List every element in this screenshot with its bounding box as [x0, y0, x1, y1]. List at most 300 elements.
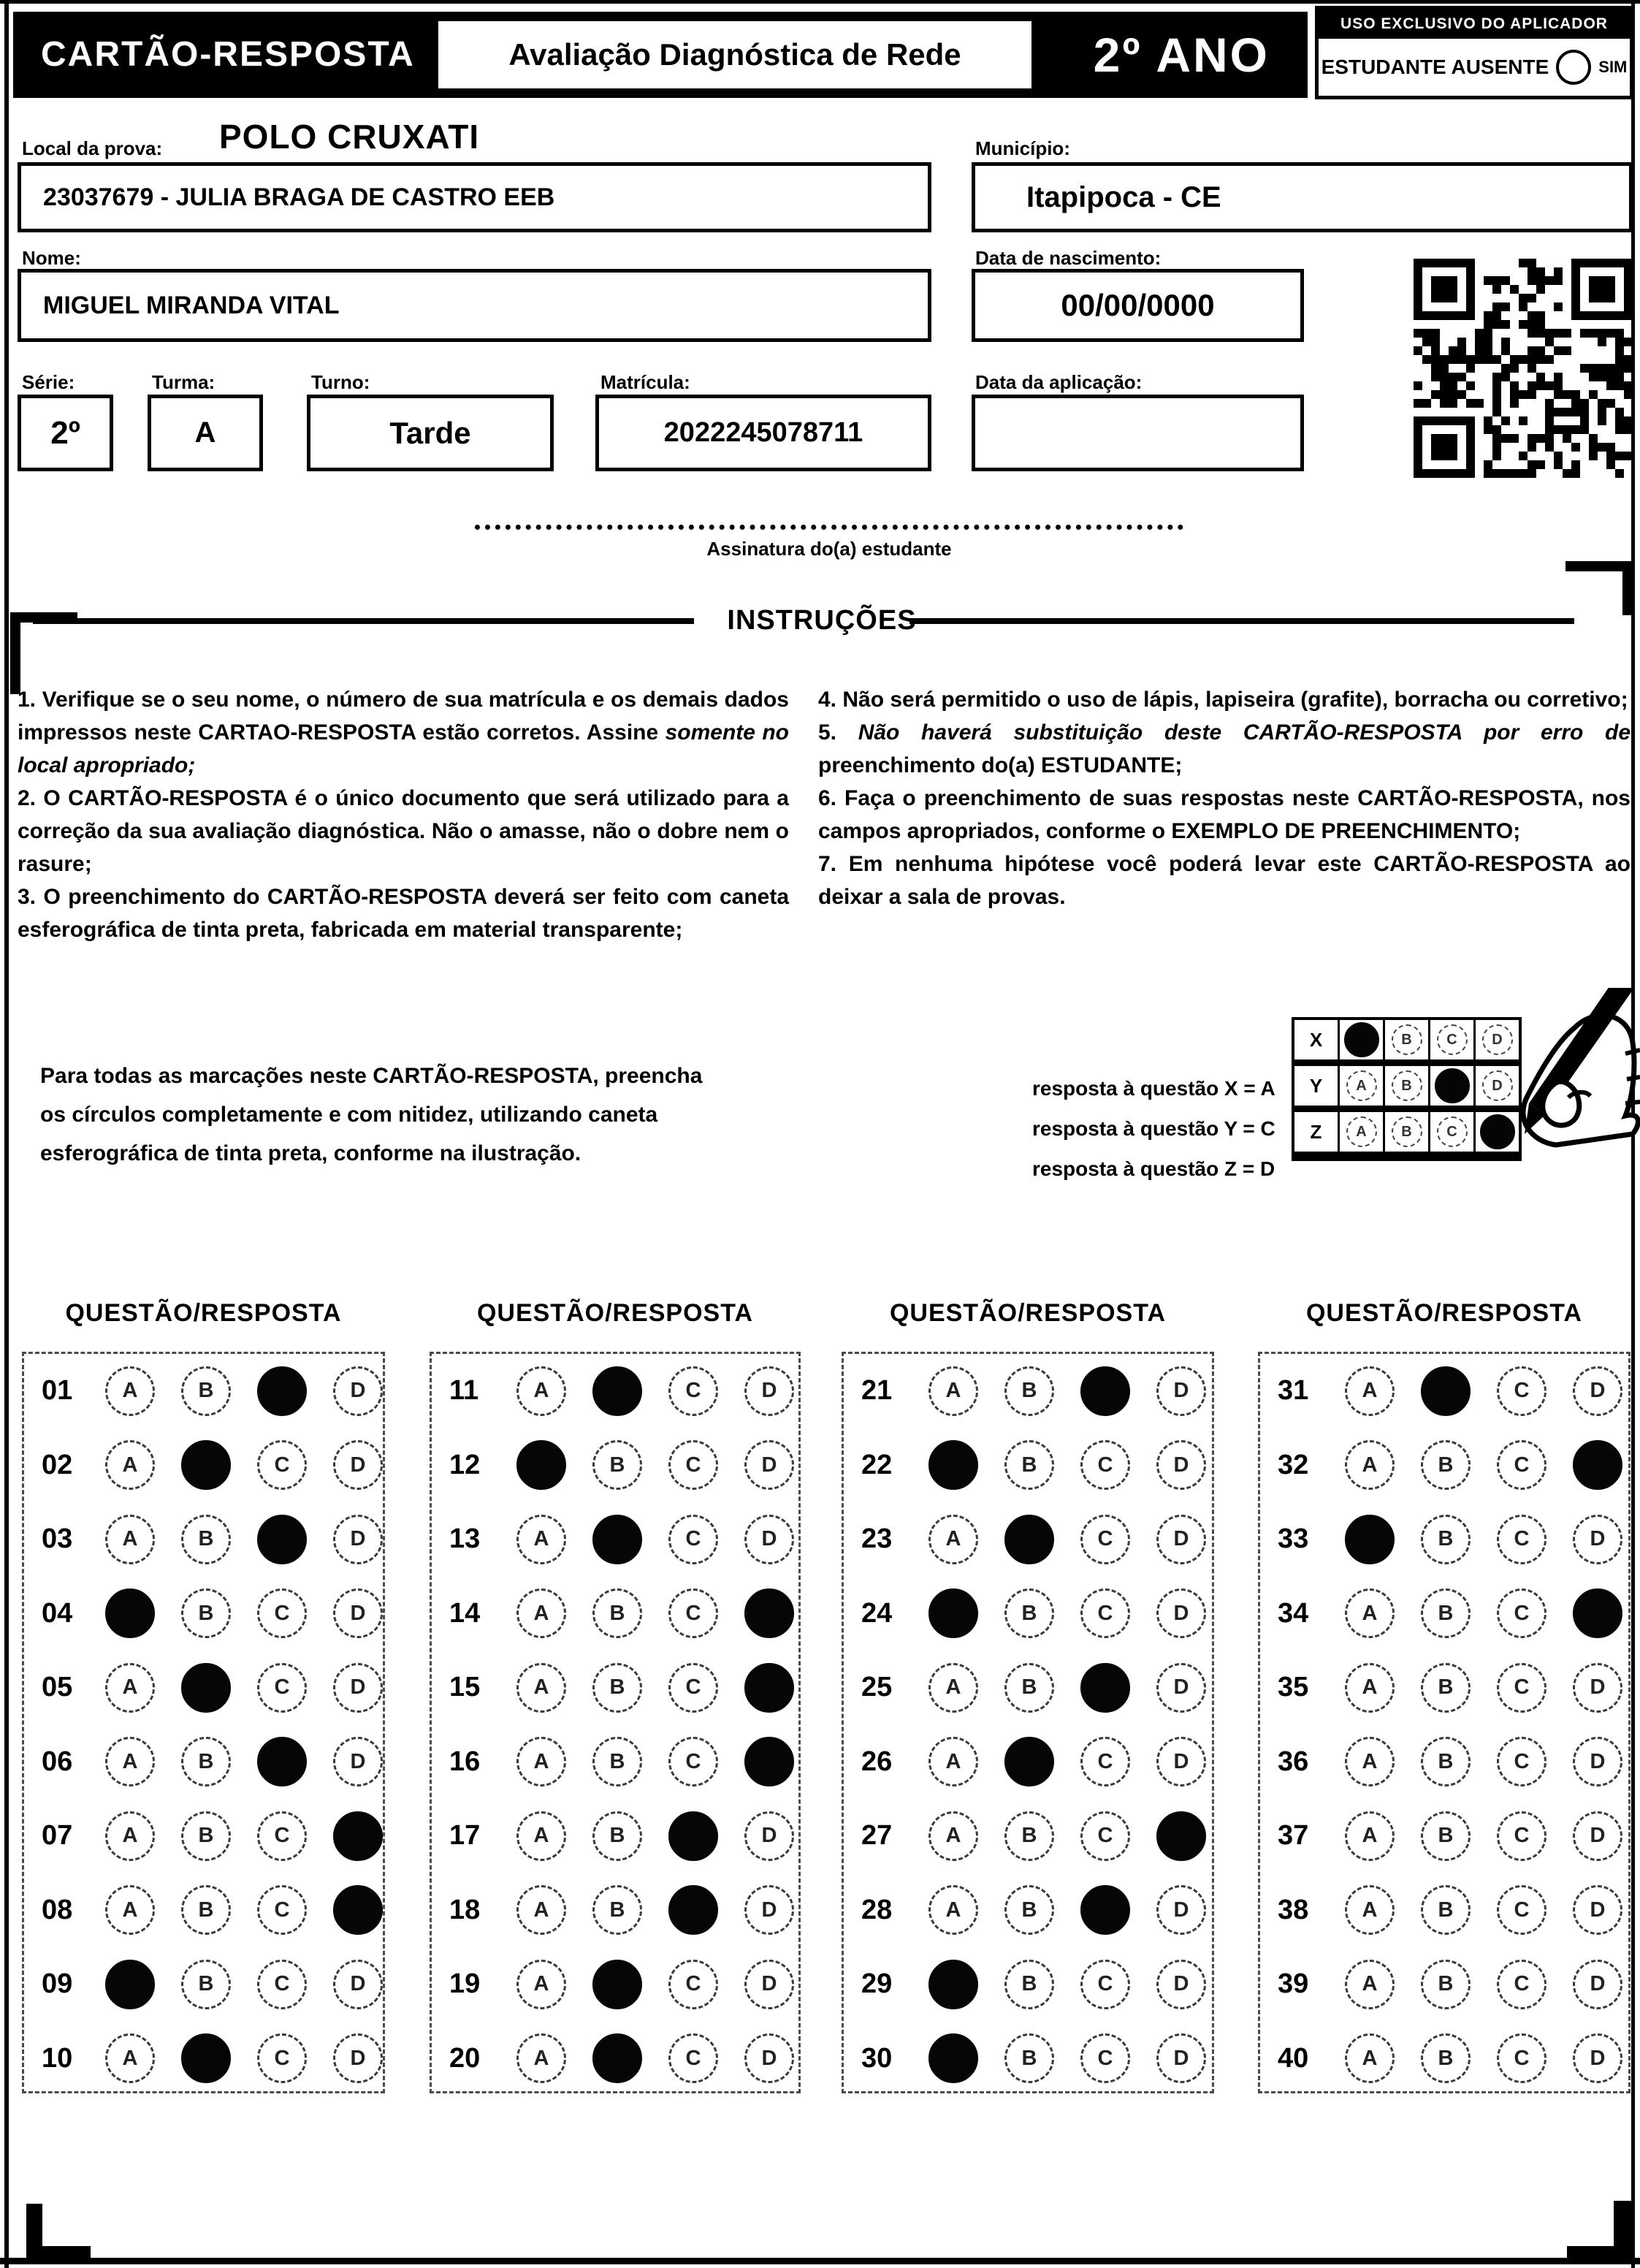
bubble-option-d[interactable]: D	[1573, 1515, 1622, 1564]
bubble-option-d[interactable]: D	[333, 2033, 383, 2083]
bubble-option-a[interactable]: A	[105, 1811, 155, 1861]
bubble-option-d[interactable]: D	[744, 1885, 794, 1935]
instruction-item: 2. O CARTÃO-RESPOSTA é o único documento que será utilizado para a correção da sua avaliação diagnóstica. Não o amasse, não o dobre nem o rasure;	[18, 786, 789, 876]
bubble-option-b[interactable]	[181, 1440, 231, 1490]
bubble-option-b[interactable]: B	[181, 1366, 231, 1416]
bubble-option-b[interactable]: B	[181, 1515, 231, 1564]
bubble-option-a[interactable]: A	[1345, 1588, 1395, 1638]
bubble-option-c[interactable]: C	[257, 1588, 307, 1638]
example-bubble-b: B	[1392, 1024, 1422, 1055]
example-bubble-b: B	[1392, 1116, 1422, 1147]
bubble-option-c[interactable]	[257, 1737, 307, 1786]
bubble-option-c[interactable]: C	[1080, 1737, 1130, 1786]
bubble-option-c[interactable]: C	[257, 1663, 307, 1713]
question-row	[844, 1651, 1212, 1725]
question-number: 20	[449, 2042, 481, 2074]
bubble-option-a[interactable]	[928, 1440, 978, 1490]
header-bar	[13, 12, 1308, 98]
question-row	[844, 1577, 1212, 1651]
bubble-option-c[interactable]: C	[668, 1960, 718, 2009]
bubble-option-b[interactable]: B	[1004, 1663, 1054, 1713]
nascimento-label: Data de nascimento:	[975, 247, 1162, 269]
turma-value: A	[194, 416, 216, 449]
bubble-option-b[interactable]: B	[592, 1737, 642, 1786]
bubble-option-b[interactable]: B	[592, 1811, 642, 1861]
matricula-label: Matrícula:	[600, 371, 690, 393]
question-row	[24, 1428, 383, 1503]
bubble-option-a[interactable]: A	[105, 2033, 155, 2083]
question-row	[432, 1577, 798, 1651]
bubble-option-d[interactable]: D	[744, 1960, 794, 2009]
absent-option-label: SIM	[1598, 58, 1628, 76]
bubble-option-a[interactable]: A	[105, 1440, 155, 1490]
bubble-option-b[interactable]: B	[1421, 2033, 1471, 2083]
bubble-option-d[interactable]	[333, 1885, 383, 1935]
bubble-option-a[interactable]: A	[516, 1366, 566, 1416]
turno-field[interactable]	[307, 395, 554, 471]
answer-column-4	[1258, 1352, 1631, 2093]
local-label: Local da prova:	[22, 137, 163, 159]
turno-value: Tarde	[389, 415, 471, 450]
bubble-option-b[interactable]: B	[1004, 1366, 1054, 1416]
bubble-option-b[interactable]	[592, 1960, 642, 2009]
instruction-item: 5. Não haverá substituição deste CARTÃO-RESPOSTA por erro de preenchimento do(a) ESTUDANTE;	[818, 720, 1631, 777]
question-row	[24, 1873, 383, 1948]
bubble-option-b[interactable]: B	[592, 1663, 642, 1713]
bubble-option-a[interactable]: A	[1345, 1811, 1395, 1861]
bubble-option-b[interactable]: B	[1004, 1588, 1054, 1638]
instructions-title: INSTRUÇÕES	[727, 605, 917, 636]
bubble-option-a[interactable]: A	[105, 1885, 155, 1935]
bubble-option-d[interactable]	[744, 1737, 794, 1786]
bubble-option-d[interactable]: D	[744, 1440, 794, 1490]
bubble-option-c[interactable]: C	[1497, 1960, 1546, 2009]
question-row	[844, 2022, 1212, 2096]
corner-mark-bl-h	[26, 2246, 91, 2258]
bubble-option-a[interactable]	[928, 2033, 978, 2083]
bubble-option-a[interactable]	[105, 1960, 155, 2009]
bubble-option-c[interactable]	[1080, 1885, 1130, 1935]
municipio-field[interactable]	[972, 162, 1633, 232]
bubble-option-a[interactable]: A	[1345, 1960, 1395, 2009]
bubble-option-c[interactable]	[257, 1515, 307, 1564]
bubble-option-b[interactable]	[592, 1366, 642, 1416]
column-header-2: QUESTÃO/RESPOSTA	[476, 1299, 754, 1327]
aplicacao-label: Data da aplicação:	[975, 371, 1143, 393]
bubble-option-c[interactable]: C	[668, 2033, 718, 2083]
bubble-option-c[interactable]: C	[668, 1515, 718, 1564]
bubble-option-b[interactable]: B	[592, 1885, 642, 1935]
bubble-option-b[interactable]	[1421, 1366, 1471, 1416]
nome-label: Nome:	[22, 247, 81, 269]
serie-field[interactable]	[18, 395, 113, 471]
bubble-option-d[interactable]: D	[1156, 1366, 1206, 1416]
bubble-option-b[interactable]: B	[1004, 1960, 1054, 2009]
question-row	[1260, 1354, 1628, 1428]
bubble-option-d[interactable]: D	[744, 1366, 794, 1416]
turma-field[interactable]	[148, 395, 263, 471]
question-row	[844, 1873, 1212, 1948]
question-number: 33	[1278, 1523, 1309, 1555]
bubble-option-d[interactable]: D	[1156, 1737, 1206, 1786]
bubble-option-d[interactable]: D	[744, 2033, 794, 2083]
question-row	[1260, 1725, 1628, 1800]
question-row	[24, 2022, 383, 2096]
question-number: 35	[1278, 1672, 1309, 1703]
bubble-option-b[interactable]: B	[1421, 1440, 1471, 1490]
bubble-option-b[interactable]: B	[1421, 1737, 1471, 1786]
question-row	[432, 2022, 798, 2096]
example-row-label: Y	[1294, 1066, 1338, 1106]
bubble-option-c[interactable]: C	[257, 2033, 307, 2083]
corner-mark-left-v	[10, 612, 20, 694]
bubble-option-d[interactable]: D	[1573, 1366, 1622, 1416]
bubble-option-d[interactable]: D	[1573, 1885, 1622, 1935]
example-row-label: X	[1294, 1020, 1338, 1059]
column-header-4: QUESTÃO/RESPOSTA	[1305, 1299, 1583, 1327]
instruction-item: 6. Faça o preenchimento de suas respostas neste CARTÃO-RESPOSTA, nos campos apropriados, conforme o EXEMPLO DE PREENCHIMENTO;	[818, 786, 1631, 843]
example-cell	[1383, 1112, 1428, 1152]
bubble-option-b[interactable]: B	[181, 1811, 231, 1861]
bubble-option-b[interactable]	[592, 2033, 642, 2083]
question-row	[844, 1799, 1212, 1873]
bubble-option-c[interactable]: C	[1497, 1885, 1546, 1935]
serie-label: Série:	[22, 371, 75, 393]
bubble-option-c[interactable]: C	[1497, 1811, 1546, 1861]
bubble-option-c[interactable]: C	[1497, 2033, 1546, 2083]
bubble-option-d[interactable]	[744, 1663, 794, 1713]
bubble-option-c[interactable]: C	[668, 1588, 718, 1638]
question-row	[1260, 2022, 1628, 2096]
bubble-option-c[interactable]: C	[668, 1366, 718, 1416]
signature-label: Assinatura do(a) estudante	[706, 538, 952, 560]
bubble-option-d[interactable]	[744, 1588, 794, 1638]
bubble-option-b[interactable]: B	[1004, 1885, 1054, 1935]
bubble-option-d[interactable]: D	[1573, 2033, 1622, 2083]
question-row	[1260, 1947, 1628, 2022]
question-row	[844, 1428, 1212, 1503]
bubble-option-b[interactable]: B	[1004, 1440, 1054, 1490]
bubble-option-c[interactable]: C	[257, 1885, 307, 1935]
question-number: 29	[861, 1968, 893, 2000]
bubble-option-b[interactable]: B	[1004, 1811, 1054, 1861]
instruction-item: 3. O preenchimento do CARTÃO-RESPOSTA deverá ser feito com caneta esferográfica de tinta preta, fabricada em material transparente;	[18, 885, 789, 942]
bubble-option-c[interactable]: C	[257, 1440, 307, 1490]
example-row	[1294, 1112, 1519, 1152]
bubble-option-a[interactable]: A	[516, 1588, 566, 1638]
bubble-option-a[interactable]: A	[516, 1737, 566, 1786]
bubble-option-a[interactable]: A	[1345, 1737, 1395, 1786]
question-number: 36	[1278, 1746, 1309, 1777]
question-number: 12	[449, 1449, 481, 1480]
bubble-option-b[interactable]: B	[1421, 1588, 1471, 1638]
instruction-item: 7. Em nenhuma hipótese você poderá levar este CARTÃO-RESPOSTA ao deixar a sala de provas.	[818, 852, 1631, 909]
bubble-option-a[interactable]: A	[105, 1737, 155, 1786]
nome-field[interactable]	[18, 269, 931, 342]
bubble-option-b[interactable]	[592, 1515, 642, 1564]
question-number: 17	[449, 1820, 481, 1852]
matricula-field[interactable]	[595, 395, 931, 471]
question-row	[432, 1651, 798, 1725]
question-number: 05	[42, 1672, 73, 1703]
bubble-option-d[interactable]	[333, 1811, 383, 1861]
question-row	[1260, 1502, 1628, 1577]
bubble-option-d[interactable]: D	[333, 1440, 383, 1490]
bubble-option-a[interactable]: A	[105, 1663, 155, 1713]
question-number: 27	[861, 1820, 893, 1852]
question-number: 38	[1278, 1894, 1309, 1925]
absent-circle[interactable]	[1556, 50, 1591, 85]
bubble-option-b[interactable]	[181, 2033, 231, 2083]
bubble-option-c[interactable]	[668, 1811, 718, 1861]
bubble-option-b[interactable]: B	[1421, 1960, 1471, 2009]
bubble-option-c[interactable]: C	[1497, 1663, 1546, 1713]
example-legend-line: resposta à questão X = A	[1032, 1077, 1275, 1100]
example-legend-line: resposta à questão Y = C	[1032, 1117, 1275, 1140]
bubble-option-a[interactable]: A	[928, 1366, 978, 1416]
bubble-option-b[interactable]	[1004, 1515, 1054, 1564]
question-number: 21	[861, 1375, 893, 1407]
bubble-option-c[interactable]: C	[1497, 1440, 1546, 1490]
question-number: 34	[1278, 1597, 1309, 1629]
question-number: 22	[861, 1449, 893, 1480]
bubble-option-c[interactable]: C	[668, 1440, 718, 1490]
bubble-option-a[interactable]	[928, 1960, 978, 2009]
question-row	[24, 1354, 383, 1428]
bubble-option-a[interactable]: A	[1345, 1440, 1395, 1490]
bubble-option-d[interactable]: D	[1573, 1663, 1622, 1713]
page-border-top	[0, 0, 1640, 4]
bubble-option-c[interactable]: C	[1080, 1811, 1130, 1861]
school-value: 23037679 - JULIA BRAGA DE CASTRO EEB	[43, 183, 555, 211]
question-number: 39	[1278, 1968, 1309, 2000]
question-number: 14	[449, 1597, 481, 1629]
bubble-option-b[interactable]: B	[592, 1588, 642, 1638]
question-row	[844, 1947, 1212, 2022]
bubble-option-d[interactable]: D	[1573, 1960, 1622, 2009]
example-cell	[1428, 1066, 1473, 1106]
corner-mark-right-v	[1622, 561, 1633, 615]
bubble-option-c[interactable]: C	[1080, 1588, 1130, 1638]
bubble-option-c[interactable]: C	[1497, 1737, 1546, 1786]
bubble-option-d[interactable]: D	[333, 1960, 383, 2009]
question-row	[432, 1502, 798, 1577]
question-number: 28	[861, 1894, 893, 1925]
example-row-label: Z	[1294, 1112, 1338, 1152]
question-number: 09	[42, 1968, 73, 2000]
bubble-option-a[interactable]: A	[928, 1737, 978, 1786]
example-bubble-a: A	[1346, 1116, 1377, 1147]
page-border-bottom	[0, 2258, 1640, 2264]
bubble-option-d[interactable]: D	[333, 1737, 383, 1786]
example-cell	[1428, 1020, 1473, 1059]
question-row	[24, 1799, 383, 1873]
question-number: 30	[861, 2042, 893, 2074]
example-legend	[1032, 1068, 1275, 1189]
example-row	[1294, 1020, 1519, 1059]
bubble-option-d[interactable]: D	[1156, 1588, 1206, 1638]
bubble-option-d[interactable]: D	[1156, 1885, 1206, 1935]
question-number: 31	[1278, 1375, 1309, 1407]
bubble-option-d[interactable]: D	[744, 1515, 794, 1564]
bubble-option-a[interactable]: A	[516, 1811, 566, 1861]
bubble-option-b[interactable]: B	[592, 1440, 642, 1490]
question-row	[24, 1725, 383, 1800]
question-number: 04	[42, 1597, 73, 1629]
bubble-option-a[interactable]: A	[928, 1811, 978, 1861]
example-bubble-c	[1435, 1068, 1470, 1103]
bubble-option-a[interactable]: A	[1345, 1885, 1395, 1935]
bubble-option-d[interactable]: D	[1573, 1737, 1622, 1786]
bubble-option-c[interactable]: C	[1080, 1440, 1130, 1490]
question-number: 13	[449, 1523, 481, 1555]
example-bubble-b: B	[1392, 1070, 1422, 1101]
answer-column-2	[430, 1352, 801, 2093]
bubble-option-d[interactable]: D	[333, 1663, 383, 1713]
bubble-option-b[interactable]: B	[1421, 1885, 1471, 1935]
answer-column-1	[22, 1352, 385, 2093]
bubble-option-c[interactable]: C	[668, 1737, 718, 1786]
bubble-option-a[interactable]: A	[928, 1885, 978, 1935]
hand-pen-illustration	[1487, 988, 1640, 1229]
bubble-option-c[interactable]	[668, 1885, 718, 1935]
bubble-option-b[interactable]	[1004, 1737, 1054, 1786]
question-number: 16	[449, 1746, 481, 1777]
question-number: 19	[449, 1968, 481, 2000]
question-number: 15	[449, 1672, 481, 1703]
bubble-option-b[interactable]: B	[181, 1885, 231, 1935]
bubble-option-b[interactable]: B	[1004, 2033, 1054, 2083]
bubble-option-b[interactable]: B	[1421, 1663, 1471, 1713]
bubble-option-a[interactable]: A	[516, 1885, 566, 1935]
bubble-option-d[interactable]: D	[333, 1366, 383, 1416]
absent-label: ESTUDANTE AUSENTE	[1321, 56, 1549, 78]
bubble-option-c[interactable]: C	[257, 1811, 307, 1861]
bubble-option-c[interactable]: C	[257, 1960, 307, 2009]
aplicador-box-title: USO EXCLUSIVO DO APLICADOR	[1319, 9, 1630, 39]
bubble-option-a[interactable]: A	[516, 1960, 566, 2009]
example-bubble-c: C	[1437, 1024, 1468, 1055]
nascimento-value: 00/00/0000	[1061, 288, 1215, 322]
bubble-option-a[interactable]	[1345, 1515, 1395, 1564]
bubble-option-b[interactable]: B	[1421, 1811, 1471, 1861]
assessment-title: Avaliação Diagnóstica de Rede	[438, 21, 1031, 88]
answer-column-3	[842, 1352, 1214, 2093]
example-row	[1294, 1066, 1519, 1106]
matricula-value: 2022245078711	[663, 417, 863, 448]
bubble-option-a[interactable]: A	[928, 1663, 978, 1713]
question-row	[432, 1799, 798, 1873]
bubble-option-d[interactable]: D	[1156, 1515, 1206, 1564]
serie-value: 2º	[50, 414, 80, 451]
bubble-option-b[interactable]: B	[181, 1588, 231, 1638]
municipio-value: Itapipoca - CE	[1026, 180, 1221, 213]
question-row	[432, 1725, 798, 1800]
bubble-option-d[interactable]: D	[333, 1515, 383, 1564]
bubble-option-c[interactable]: C	[668, 1663, 718, 1713]
bubble-option-b[interactable]: B	[1421, 1515, 1471, 1564]
bubble-option-a[interactable]: A	[105, 1515, 155, 1564]
bubble-option-d[interactable]: D	[1573, 1811, 1622, 1861]
question-number: 32	[1278, 1449, 1309, 1480]
question-row	[1260, 1428, 1628, 1503]
example-cell	[1338, 1020, 1383, 1059]
bubble-option-d[interactable]: D	[1156, 1960, 1206, 2009]
bubble-option-a[interactable]: A	[516, 2033, 566, 2083]
bubble-option-d[interactable]	[1573, 1588, 1622, 1638]
bubble-option-d[interactable]: D	[1156, 1663, 1206, 1713]
bubble-option-d[interactable]: D	[333, 1588, 383, 1638]
signature-line[interactable]	[475, 525, 1183, 530]
page-border-left	[4, 0, 9, 2268]
example-bubble-a: A	[1346, 1070, 1377, 1101]
bubble-option-a[interactable]	[516, 1440, 566, 1490]
bubble-option-c[interactable]	[1080, 1663, 1130, 1713]
bubble-option-a[interactable]: A	[516, 1515, 566, 1564]
bubble-option-a[interactable]: A	[1345, 2033, 1395, 2083]
example-cell	[1338, 1066, 1383, 1106]
example-cell	[1383, 1066, 1428, 1106]
bubble-option-a[interactable]: A	[516, 1663, 566, 1713]
bubble-option-b[interactable]	[181, 1663, 231, 1713]
bubble-option-a[interactable]: A	[105, 1366, 155, 1416]
bubble-option-a[interactable]: A	[1345, 1663, 1395, 1713]
school-field[interactable]	[18, 162, 931, 232]
example-bubble-d: D	[1482, 1070, 1513, 1101]
bubble-option-a[interactable]	[105, 1588, 155, 1638]
bubble-option-c[interactable]: C	[1497, 1515, 1546, 1564]
bubble-option-b[interactable]: B	[181, 1960, 231, 2009]
question-number: 10	[42, 2042, 73, 2074]
bubble-option-d[interactable]	[1573, 1440, 1622, 1490]
example-bubble-c: C	[1437, 1116, 1468, 1147]
bubble-option-c[interactable]: C	[1080, 1960, 1130, 2009]
bubble-option-d[interactable]: D	[1156, 1440, 1206, 1490]
nascimento-field[interactable]	[972, 269, 1304, 342]
bubble-option-d[interactable]	[1156, 1811, 1206, 1861]
question-row	[844, 1725, 1212, 1800]
question-row	[1260, 1651, 1628, 1725]
question-row	[1260, 1799, 1628, 1873]
bubble-option-a[interactable]: A	[928, 1515, 978, 1564]
instruction-item: 4. Não será permitido o uso de lápis, lapiseira (grafite), borracha ou corretivo;	[818, 688, 1628, 712]
question-row	[432, 1354, 798, 1428]
example-cell	[1338, 1112, 1383, 1152]
aplicador-box	[1315, 6, 1633, 99]
bubble-option-b[interactable]: B	[181, 1737, 231, 1786]
instructions-rule-right	[909, 618, 1574, 624]
instruction-item: 1. Verifique se o seu nome, o número de sua matrícula e os demais dados impressos neste CARTAO-RESPOSTA estão corretos. Assine somente no local apropriado;	[18, 688, 789, 777]
bubble-option-a[interactable]	[928, 1588, 978, 1638]
question-row	[844, 1354, 1212, 1428]
bubble-option-c[interactable]: C	[1080, 2033, 1130, 2083]
bubble-option-c[interactable]	[1080, 1366, 1130, 1416]
aplicacao-field[interactable]	[972, 395, 1304, 471]
example-bubble-a	[1344, 1022, 1379, 1057]
grade-label: 2º ANO	[1093, 28, 1270, 82]
instructions-column-right	[818, 683, 1631, 913]
bubble-option-c[interactable]	[257, 1366, 307, 1416]
question-number: 18	[449, 1894, 481, 1925]
bubble-option-d[interactable]: D	[1156, 2033, 1206, 2083]
column-header-1: QUESTÃO/RESPOSTA	[65, 1299, 342, 1327]
bubble-option-c[interactable]: C	[1497, 1366, 1546, 1416]
bubble-option-a[interactable]: A	[1345, 1366, 1395, 1416]
bubble-option-c[interactable]: C	[1497, 1588, 1546, 1638]
bubble-option-c[interactable]: C	[1080, 1515, 1130, 1564]
example-cell	[1383, 1020, 1428, 1059]
bubble-option-d[interactable]: D	[744, 1811, 794, 1861]
